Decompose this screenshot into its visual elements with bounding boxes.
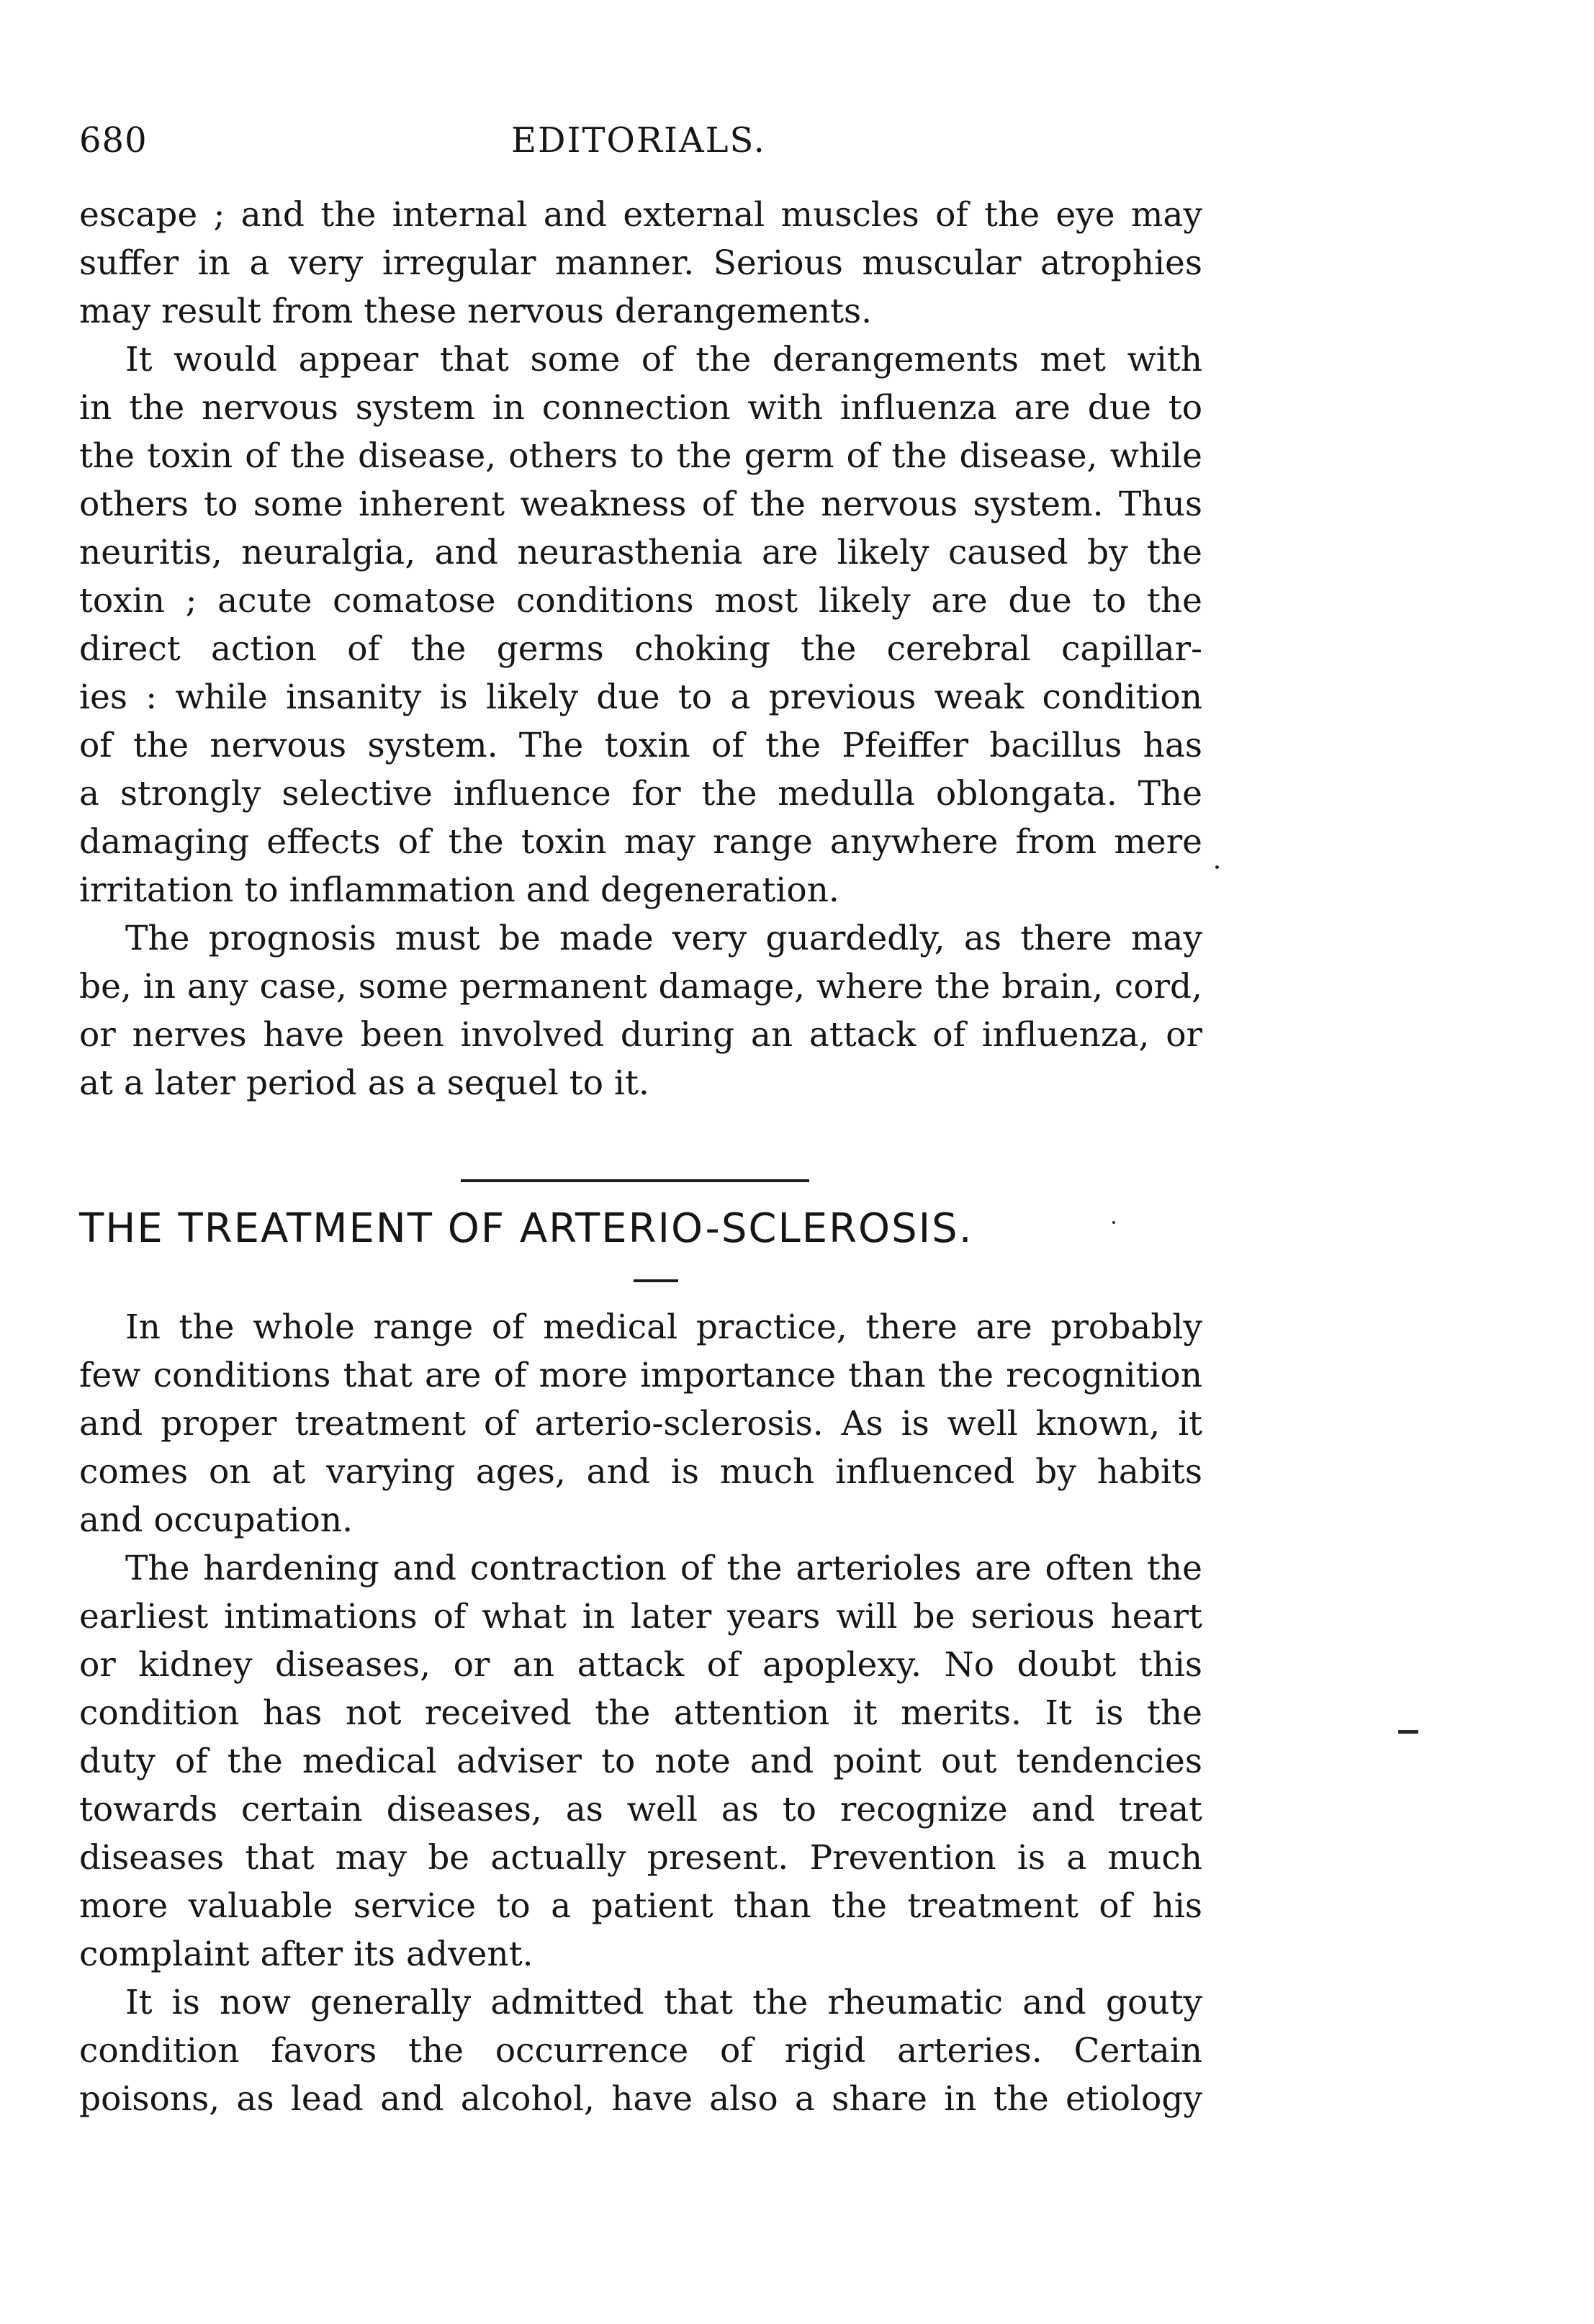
text-line: others to some inherent weakness of the nervous system. Thus — [79, 485, 1202, 524]
text-line: poisons, as lead and alcohol, have also a share in the etiology — [79, 2079, 1202, 2119]
page-number: 680 — [79, 120, 148, 161]
margin-dot — [1215, 865, 1219, 869]
section-separator-rule — [461, 1179, 809, 1182]
text-line: condition favors the occurrence of rigid arteries. Certain — [79, 2031, 1202, 2071]
text-line: escape ; and the internal and external muscles of the eye may — [79, 195, 1202, 235]
text-line: more valuable service to a patient than the treatment of his — [79, 1886, 1202, 1926]
section-title: THE TREATMENT OF ARTERIO-SCLEROSIS. — [79, 1205, 973, 1252]
text-line: and proper treatment of arterio-sclerosis. As is well known, it — [79, 1404, 1202, 1444]
text-line: may result from these nervous derangements. — [79, 292, 873, 331]
text-line: towards certain diseases, as well as to recognize and treat — [79, 1790, 1202, 1829]
text-line: be, in any case, some permanent damage, where the brain, cord, — [79, 967, 1202, 1006]
text-line: in the nervous system in connection with influenza are due to — [79, 388, 1202, 428]
running-head: EDITORIALS. — [511, 120, 766, 161]
text-line: duty of the medical adviser to note and point out tendencies — [79, 1742, 1202, 1781]
text-line: toxin ; acute comatose conditions most likely are due to the — [79, 581, 1202, 621]
paragraph-start-line: The prognosis must be made very guardedly, as there may — [125, 919, 1202, 958]
text-line: ies : while insanity is likely due to a previous weak condition — [79, 677, 1202, 717]
text-line: comes on at varying ages, and is much influenced by habits — [79, 1452, 1202, 1492]
text-line: earliest intimations of what in later years will be serious heart — [79, 1597, 1202, 1636]
text-line: complaint after its advent. — [79, 1935, 533, 1974]
text-line: direct action of the germs choking the cerebral capillar- — [79, 629, 1202, 669]
text-line: and occupation. — [79, 1500, 354, 1540]
text-line: irritation to inflammation and degeneration. — [79, 870, 839, 910]
text-line: or nerves have been involved during an attack of influenza, or — [79, 1015, 1202, 1055]
text-line: a strongly selective influence for the medulla oblongata. The — [79, 774, 1202, 814]
paragraph-start-line: In the whole range of medical practice, there are probably — [125, 1307, 1202, 1347]
page-header — [79, 115, 1202, 166]
text-line: at a later period as a sequel to it. — [79, 1063, 649, 1103]
editorial-arterio-sclerosis — [79, 1303, 1202, 2123]
margin-dot — [1112, 1221, 1115, 1224]
text-line: suffer in a very irregular manner. Serious muscular atrophies — [79, 243, 1202, 283]
paragraph-start-line: It would appear that some of the derangements met with — [125, 340, 1202, 379]
title-underline-rule — [634, 1279, 678, 1282]
text-line: or kidney diseases, or an attack of apoplexy. No doubt this — [79, 1645, 1202, 1685]
editorial-influenza-continuation — [79, 191, 1202, 1107]
text-line: the toxin of the disease, others to the germ of the disease, while — [79, 436, 1202, 476]
text-line: of the nervous system. The toxin of the Pfeiffer bacillus has — [79, 726, 1202, 765]
text-line: condition has not received the attention it merits. It is the — [79, 1693, 1202, 1733]
margin-mark — [1398, 1730, 1418, 1734]
text-line: few conditions that are of more importance than the recognition — [79, 1356, 1202, 1395]
paragraph-start-line: The hardening and contraction of the arterioles are often the — [125, 1549, 1202, 1588]
paragraph-start-line: It is now generally admitted that the rheumatic and gouty — [125, 1983, 1202, 2022]
text-line: neuritis, neuralgia, and neurasthenia are likely caused by the — [79, 533, 1202, 572]
text-line: diseases that may be actually present. Prevention is a much — [79, 1838, 1202, 1878]
text-line: damaging effects of the toxin may range anywhere from mere — [79, 822, 1202, 862]
